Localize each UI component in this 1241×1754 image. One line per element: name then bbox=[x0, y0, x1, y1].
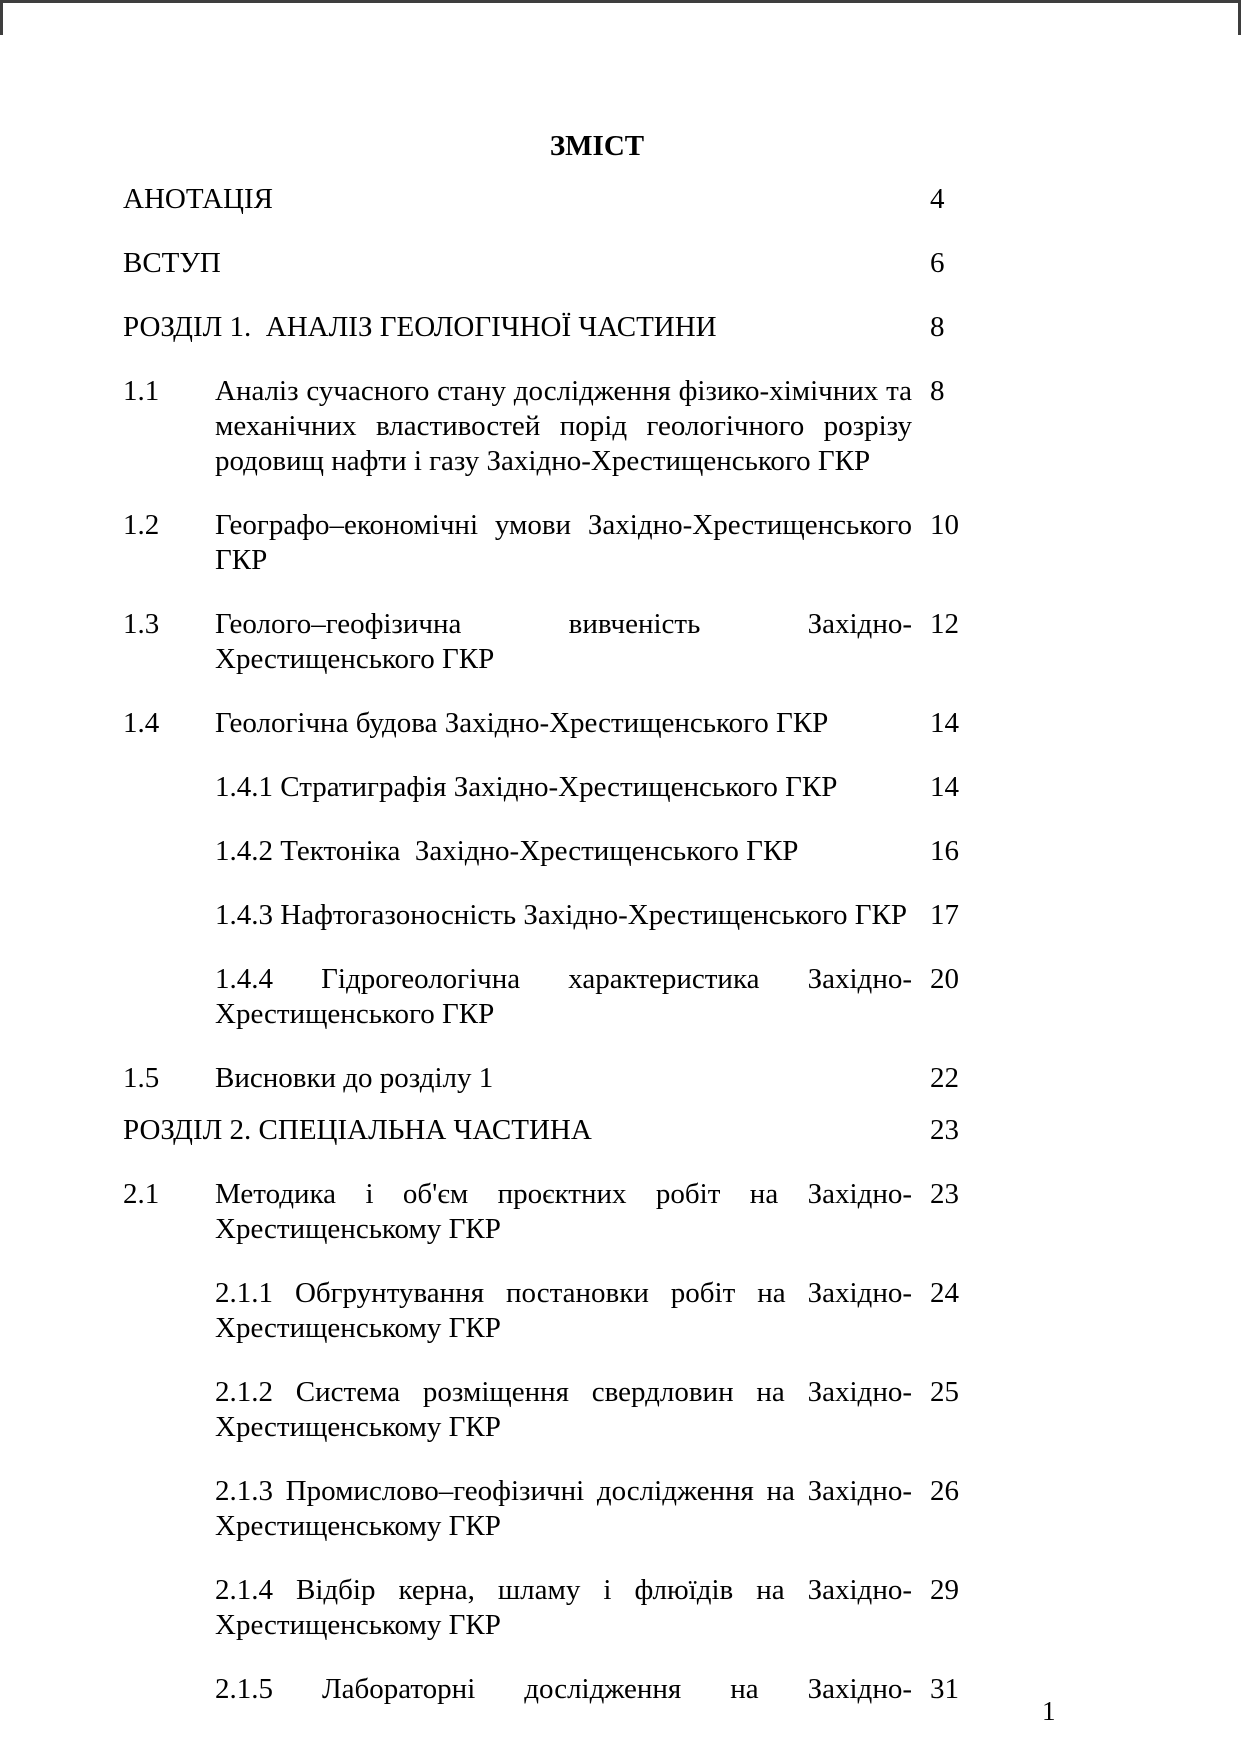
toc-entry-title: 2.1.2 Система розміщення свердловин на Західно-Хрестищенському ГКР bbox=[215, 1376, 912, 1443]
toc-entry bbox=[123, 770, 978, 805]
toc-entry-page: 8 bbox=[930, 311, 945, 343]
toc-entry-title: АНОТАЦІЯ bbox=[123, 183, 273, 215]
toc-entry-title: РОЗДІЛ 2. СПЕЦІАЛЬНА ЧАСТИНА bbox=[123, 1114, 592, 1146]
toc-entry-page: 14 bbox=[930, 707, 959, 739]
toc-entry bbox=[123, 1061, 978, 1096]
toc-entry bbox=[123, 1113, 978, 1148]
toc-entry-title: 1.4.1 Стратиграфія Західно-Хрестищенського ГКР bbox=[215, 771, 838, 803]
toc-entry-title: Географо–економічні умови Західно-Хрестищенського ГКР bbox=[215, 509, 912, 576]
toc-entry-page: 16 bbox=[930, 835, 959, 867]
toc-entry-number: 1.3 bbox=[123, 608, 160, 640]
toc-entry-title: Висновки до розділу 1 bbox=[215, 1062, 494, 1094]
toc-entry-page: 10 bbox=[930, 509, 959, 541]
toc-entry bbox=[123, 1177, 978, 1247]
table-of-contents bbox=[123, 182, 978, 1707]
toc-entry bbox=[123, 834, 978, 869]
toc-entry-page: 14 bbox=[930, 771, 959, 803]
toc-entry-page: 24 bbox=[930, 1277, 959, 1309]
toc-entry-number: 1.2 bbox=[123, 509, 160, 541]
toc-entry bbox=[123, 508, 978, 578]
toc-entry-page: 23 bbox=[930, 1178, 959, 1210]
toc-entry bbox=[123, 374, 978, 479]
toc-entry bbox=[123, 706, 978, 741]
toc-entry-page: 25 bbox=[930, 1376, 959, 1408]
toc-entry-page: 29 bbox=[930, 1574, 959, 1606]
toc-entry bbox=[123, 246, 978, 281]
toc-entry-title: 1.4.3 Нафтогазоносність Західно-Хрестищенського ГКР bbox=[215, 899, 907, 931]
toc-entry bbox=[123, 1375, 978, 1445]
toc-entry bbox=[123, 1276, 978, 1346]
toc-entry-title: РОЗДІЛ 1. АНАЛІЗ ГЕОЛОГІЧНОЇ ЧАСТИНИ bbox=[123, 311, 717, 343]
toc-entry bbox=[123, 898, 978, 933]
toc-entry-title: Геологічна будова Західно-Хрестищенського ГКР bbox=[215, 707, 829, 739]
toc-entry-page: 20 bbox=[930, 963, 959, 995]
toc-entry-page: 17 bbox=[930, 899, 959, 931]
toc-entry-number: 1.4 bbox=[123, 707, 160, 739]
toc-entry-page: 31 bbox=[930, 1673, 959, 1705]
toc-entry-title: Методика і об'єм проєктних робіт на Західно-Хрестищенському ГКР bbox=[215, 1178, 912, 1245]
toc-entry-number: 2.1 bbox=[123, 1178, 160, 1210]
toc-entry bbox=[123, 182, 978, 217]
toc-entry-page: 12 bbox=[930, 608, 959, 640]
page-content bbox=[0, 3, 1241, 1707]
toc-entry-title: 2.1.4 Відбір керна, шламу і флюїдів на Західно-Хрестищенському ГКР bbox=[215, 1574, 912, 1641]
page-title: ЗМІСТ bbox=[549, 130, 645, 162]
toc-entry-page: 23 bbox=[930, 1114, 959, 1146]
toc-entry bbox=[123, 607, 978, 677]
toc-entry-title: 2.1.5 Лабораторні дослідження на Західно- bbox=[215, 1673, 912, 1705]
toc-entry-number: 1.5 bbox=[123, 1062, 160, 1094]
toc-entry-title: 2.1.1 Обгрунтування постановки робіт на Західно-Хрестищенському ГКР bbox=[215, 1277, 912, 1344]
toc-entry-number: 1.1 bbox=[123, 375, 160, 407]
toc-entry bbox=[123, 310, 978, 345]
toc-entry-title: ВСТУП bbox=[123, 247, 221, 279]
toc-entry-page: 4 bbox=[930, 183, 945, 215]
toc-entry-page: 22 bbox=[930, 1062, 959, 1094]
toc-entry-page: 6 bbox=[930, 247, 945, 279]
toc-entry-title: Аналіз сучасного стану дослідження фізико-хімічних та механічних властивостей порід геологічного розрізу родовищ нафти і газу Західно-Хрестищенського ГКР bbox=[215, 375, 912, 477]
toc-entry-title: Геолого–геофізична вивченість Західно-Хрестищенського ГКР bbox=[215, 608, 912, 675]
toc-entry bbox=[123, 962, 978, 1032]
toc-entry-title: 1.4.2 Тектоніка Західно-Хрестищенського ГКР bbox=[215, 835, 799, 867]
toc-entry-title: 1.4.4 Гідрогеологічна характеристика Західно-Хрестищенського ГКР bbox=[215, 963, 912, 1030]
toc-entry-page: 8 bbox=[930, 375, 945, 407]
toc-entry-page: 26 bbox=[930, 1475, 959, 1507]
toc-entry bbox=[123, 1474, 978, 1544]
toc-entry bbox=[123, 1672, 978, 1707]
toc-entry bbox=[123, 1573, 978, 1643]
footer-page-number: 1 bbox=[1042, 1696, 1056, 1726]
toc-entry-title: 2.1.3 Промислово–геофізичні дослідження на Західно-Хрестищенському ГКР bbox=[215, 1475, 912, 1542]
